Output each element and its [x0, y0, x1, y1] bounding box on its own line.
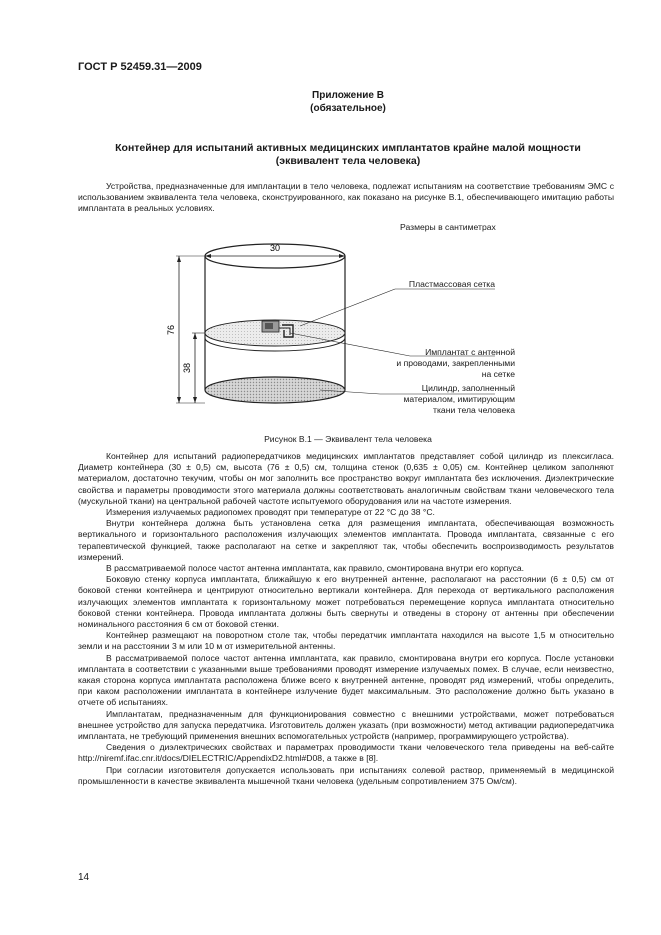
- page-number: 14: [78, 872, 90, 883]
- appendix-title: [78, 142, 618, 168]
- label-cylinder: [355, 383, 515, 416]
- label-implant-line-2: и проводами, закрепленными: [396, 358, 515, 368]
- label-cylinder-line-1: Цилиндр, заполненный: [421, 383, 515, 393]
- label-implant-line-3: на сетке: [481, 369, 515, 379]
- label-plastic-mesh: Пластмассовая сетка: [408, 279, 495, 289]
- paragraph: Внутри контейнера должна быть установлена сетка для размещения имплантата, обеспечивающая возможность вертикального и горизонтального расположения излучающих элементов имплантата. Провода имплантата, связанные с его терапевтической функцией, также располагают на сетке и закрепляют так, чтобы обеспечить воспроизводимость результатов измерений.: [78, 518, 614, 562]
- paragraph: Имплантатам, предназначенным для функционирования совместно с внешними устройствами, может потребоваться внешнее устройство для запуска передатчика. Изготовитель должен указать (при возможности) метод активации радиопередатчика имплантата, не требующий применения внешних вспомогательных устройств (например, программирующего устройства).: [78, 708, 614, 742]
- implant-core: [265, 323, 273, 329]
- paragraph: При согласии изготовителя допускается использовать при испытаниях солевой раствор, применяемый в медицинской промышленности в качестве эквивалента мышечной ткани человека (удельным сопротивлением 375 Ом/см).: [78, 764, 614, 786]
- standard-header: ГОСТ Р 52459.31—2009: [78, 61, 202, 73]
- appendix-name: Приложение В: [312, 90, 384, 101]
- label-implant: [355, 347, 515, 380]
- label-cylinder-line-2: материалом, имитирующим: [403, 394, 515, 404]
- paragraph: Сведения о диэлектрических свойствах и параметрах проводимости ткани человеческого тела приведены на веб-сайте http://niremf.ifac.cnr.it/docs/DIELECTRIC/AppendixD2.html#D08, а также в [8].: [78, 742, 614, 764]
- figure-caption: Рисунок В.1 — Эквивалент тела человека: [264, 434, 432, 444]
- paragraph: Измерения излучаемых радиопомех проводят при температуре от 22 °С до 38 °С.: [106, 507, 435, 518]
- title-line-1: Контейнер для испытаний активных медицинских имплантатов крайне малой мощности: [115, 142, 581, 154]
- dimension-arrow: [193, 397, 197, 403]
- label-implant-line-1: Имплантат с антенной: [425, 347, 515, 357]
- figure-units-note: Размеры в сантиметрах: [400, 222, 496, 232]
- dimension-arrow: [177, 397, 181, 403]
- mesh-height-dimension-label: 38: [182, 362, 192, 374]
- height-dimension-label: 76: [166, 324, 176, 336]
- paragraph: В рассматриваемой полосе частот антенна имплантата, как правило, смонтирована внутри его корпуса.: [106, 563, 525, 574]
- paragraph: В рассматриваемой полосе частот антенна имплантата, как правило, смонтирована внутри его корпуса. После установки имплантата в соответствии с указанными выше требованиями проводят измерение излучаемых помех. В случае, если неизвестно, какая сторона корпуса имплантата расположена ближе всего к внутренней антенне, проводят ряд измерений, чтобы определить, при каком расположении имплантата в контейнере излучение будет максимальным. Это расположение должно быть указано в отчете об испытаниях.: [78, 652, 614, 708]
- body-text: [78, 451, 614, 787]
- dimension-arrow: [193, 333, 197, 339]
- paragraph: Контейнер для испытаний радиопередатчиков медицинских имплантатов представляет собой цилиндр из плексигласа. Диаметр контейнера (30 ± 0,5) см, высота (76 ± 0,5) см, толщина стенок (0,635 ± 0,05) см. Контейнер целиком заполняют материалом, достаточно текучим, чтобы он мог заполнить все пространство вокруг имплантата без исключения. Диэлектрические свойства и параметры проводимости этого материала должны соответствовать аналогичным свойствам ткани человеческого тела (мускульной ткани) на центральной рабочей частоте испытуемого оборудования или на частоте измерения.: [78, 451, 614, 506]
- diameter-dimension-label: 30: [269, 243, 281, 253]
- label-cylinder-line-3: ткани тела человека: [433, 405, 515, 415]
- intro-paragraph: Устройства, предназначенные для имплантации в тело человека, подлежат испытаниям на соответствие требованиям ЭМС с использованием эквивалента тела человека, сконструированного, как показано на рисунке В.1, обеспечивающего имитацию работы имплантата в реальных условиях.: [78, 181, 614, 214]
- leader-line-mesh: [300, 289, 395, 326]
- appendix-status: (обязательное): [310, 103, 386, 114]
- paragraph: Контейнер размещают на поворотном столе так, чтобы передатчик имплантата находился на высоте 1,5 м относительно земли и на расстоянии 3 м или 10 м от измерительной антенны.: [78, 630, 614, 652]
- dimension-arrow: [177, 256, 181, 262]
- title-line-2: (эквивалент тела человека): [275, 155, 421, 167]
- paragraph: Боковую стенку корпуса имплантата, ближайшую к его внутренней антенне, располагают на расстоянии (6 ± 0,5) см от боковой стенки контейнера и центрируют относительно вертикали контейнера. Для перехода от вертикального расположения излучающих элементов имплантата к горизонтальному может потребоваться перемещение корпуса имплантата относительно боковой стенки контейнера. Провода имплантата должны быть свернуты и отведены в сторону от антенны при обеспечении номинального расстояния 6 см от боковой стенки.: [78, 574, 614, 630]
